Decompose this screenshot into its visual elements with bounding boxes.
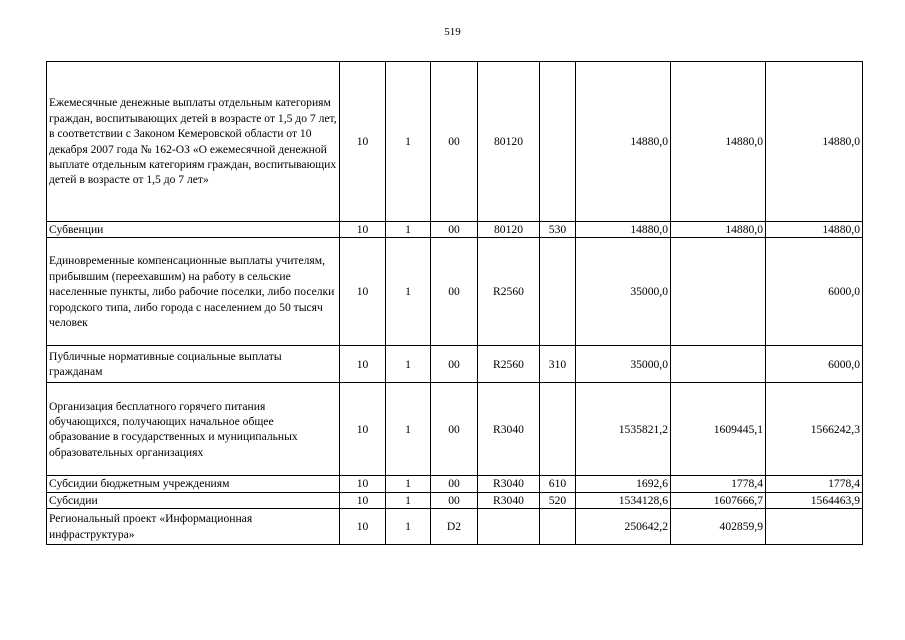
row-name: Субвенции: [47, 222, 340, 238]
subsection-cell: 1: [386, 383, 431, 476]
sum2-cell: 14880,0: [671, 222, 766, 238]
table-row: [47, 346, 863, 383]
sum2-cell: [671, 238, 766, 346]
section-cell: 10: [340, 222, 386, 238]
subsection-cell: 1: [386, 492, 431, 508]
sum3-cell: 6000,0: [766, 346, 863, 383]
row-name: Субсидии: [47, 492, 340, 508]
direction-cell: 80120: [478, 62, 540, 222]
row-name: Организация бесплатного горячего питания обучающихся, получающих начальное общее образование в государственных и муниципальных образовательных организациях: [47, 383, 340, 476]
sum1-cell: 35000,0: [576, 346, 671, 383]
expense-type-cell: [540, 62, 576, 222]
subsection-cell: 1: [386, 509, 431, 545]
row-name: Единовременные компенсационные выплаты учителям, прибывшим (переехавшим) на работу в сельские населенные пункты, либо рабочие поселки, либо поселки городского типа, либо города с населением до 50 тысяч человек: [47, 238, 340, 346]
subsection-cell: 1: [386, 222, 431, 238]
program-cell: 00: [431, 238, 478, 346]
subsection-cell: 1: [386, 476, 431, 492]
sum3-cell: 1566242,3: [766, 383, 863, 476]
table-row: [47, 476, 863, 492]
budget-table: [46, 61, 863, 545]
table-row: [47, 492, 863, 508]
section-cell: 10: [340, 509, 386, 545]
program-cell: 00: [431, 346, 478, 383]
direction-cell: R2560: [478, 346, 540, 383]
expense-type-cell: 530: [540, 222, 576, 238]
sum3-cell: [766, 509, 863, 545]
subsection-cell: 1: [386, 238, 431, 346]
program-cell: 00: [431, 62, 478, 222]
sum3-cell: 6000,0: [766, 238, 863, 346]
page-number: 519: [444, 26, 461, 38]
table-row: [47, 222, 863, 238]
section-cell: 10: [340, 346, 386, 383]
direction-cell: R3040: [478, 383, 540, 476]
program-cell: 00: [431, 476, 478, 492]
program-cell: 00: [431, 222, 478, 238]
sum1-cell: 1535821,2: [576, 383, 671, 476]
expense-type-cell: [540, 509, 576, 545]
section-cell: 10: [340, 492, 386, 508]
sum3-cell: 1778,4: [766, 476, 863, 492]
direction-cell: R2560: [478, 238, 540, 346]
sum1-cell: 1534128,6: [576, 492, 671, 508]
expense-type-cell: [540, 238, 576, 346]
subsection-cell: 1: [386, 62, 431, 222]
expense-type-cell: [540, 383, 576, 476]
table-row: [47, 509, 863, 545]
section-cell: 10: [340, 476, 386, 492]
row-name: Ежемесячные денежные выплаты отдельным категориям граждан, воспитывающих детей в возрасте от 1,5 до 7 лет, в соответствии с Законом Кемеровской области от 10 декабря 2007 года № 162-ОЗ «О ежемесячной денежной выплате отдельным категориям граждан, воспитывающих детей в возрасте от 1,5 до 7 лет»: [47, 62, 340, 222]
program-cell: 00: [431, 383, 478, 476]
sum2-cell: 1609445,1: [671, 383, 766, 476]
row-name: Региональный проект «Информационная инфраструктура»: [47, 509, 340, 545]
expense-type-cell: 610: [540, 476, 576, 492]
row-name: Публичные нормативные социальные выплаты гражданам: [47, 346, 340, 383]
section-cell: 10: [340, 62, 386, 222]
table-row: [47, 238, 863, 346]
sum1-cell: 250642,2: [576, 509, 671, 545]
sum2-cell: 402859,9: [671, 509, 766, 545]
sum3-cell: 14880,0: [766, 62, 863, 222]
sum3-cell: 14880,0: [766, 222, 863, 238]
table-row: [47, 383, 863, 476]
sum1-cell: 14880,0: [576, 62, 671, 222]
program-cell: D2: [431, 509, 478, 545]
direction-cell: 80120: [478, 222, 540, 238]
expense-type-cell: 310: [540, 346, 576, 383]
sum2-cell: 1607666,7: [671, 492, 766, 508]
sum1-cell: 35000,0: [576, 238, 671, 346]
subsection-cell: 1: [386, 346, 431, 383]
sum3-cell: 1564463,9: [766, 492, 863, 508]
direction-cell: R3040: [478, 492, 540, 508]
sum2-cell: 14880,0: [671, 62, 766, 222]
table-row: [47, 62, 863, 222]
direction-cell: R3040: [478, 476, 540, 492]
sum2-cell: [671, 346, 766, 383]
row-name: Субсидии бюджетным учреждениям: [47, 476, 340, 492]
expense-type-cell: 520: [540, 492, 576, 508]
sum2-cell: 1778,4: [671, 476, 766, 492]
sum1-cell: 1692,6: [576, 476, 671, 492]
direction-cell: [478, 509, 540, 545]
section-cell: 10: [340, 238, 386, 346]
sum1-cell: 14880,0: [576, 222, 671, 238]
section-cell: 10: [340, 383, 386, 476]
program-cell: 00: [431, 492, 478, 508]
